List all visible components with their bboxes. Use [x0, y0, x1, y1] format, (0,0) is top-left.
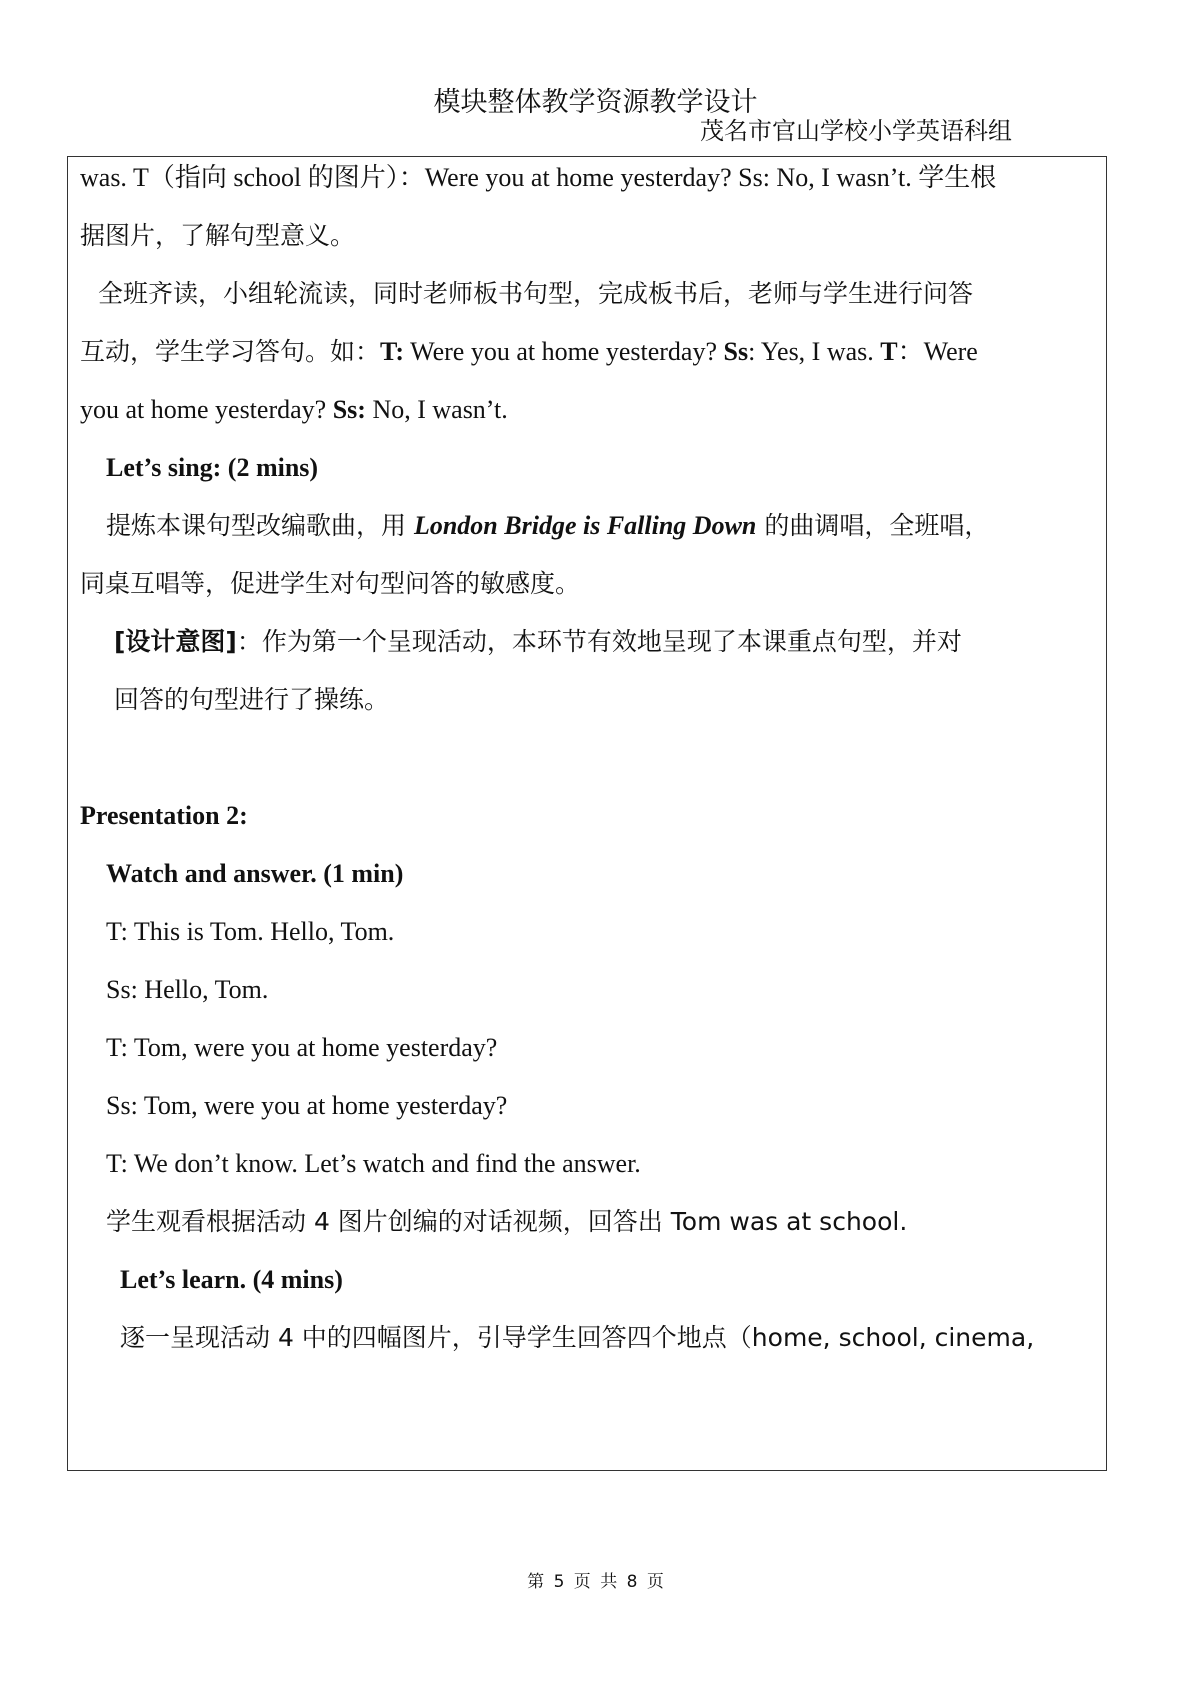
line-4-text-c: : Yes, I was.: [748, 337, 881, 366]
lesson-content-box: [67, 156, 1107, 1471]
speaker-t: T: [880, 337, 898, 366]
design-intent-label: [设计意图]: [114, 627, 237, 656]
line-1-text: was. T（指向 school 的图片）：Were you at home yesterday? Ss: No, I wasn’t. 学生根: [80, 163, 997, 192]
line-7-text-a: 提炼本课句型改编歌曲，用: [106, 511, 414, 540]
heading-text: Let’s learn. (4 mins): [120, 1265, 343, 1294]
text-line-10: [114, 683, 389, 717]
text-line-18: [106, 1205, 907, 1239]
text-line-20: [120, 1321, 1034, 1355]
song-title: London Bridge is Falling Down: [413, 511, 757, 540]
document-title: 模块整体教学资源教学设计: [433, 87, 758, 118]
heading-text: Let’s sing: (2 mins): [106, 453, 319, 482]
text-line-8: [80, 567, 580, 601]
line-2-text: 据图片，了解句型意义。: [80, 221, 356, 250]
line-10-text: 回答的句型进行了操练。: [114, 685, 390, 714]
text-line-4: [80, 335, 978, 369]
line-18-text: 学生观看根据活动 4 图片创编的对话视频，回答出 Tom was at school.: [106, 1207, 908, 1236]
section-heading-watch-and-answer: [106, 857, 403, 891]
dialogue-line-4: [106, 1089, 507, 1123]
line-5-text-b: No, I wasn’t.: [365, 395, 508, 424]
design-intent-text: ：作为第一个呈现活动，本环节有效地呈现了本课重点句型，并对: [236, 627, 962, 656]
dialogue-text: Ss: Hello, Tom.: [106, 975, 269, 1004]
design-intent-line: [114, 625, 962, 659]
section-heading-lets-learn: [120, 1263, 343, 1297]
dialogue-text: T: Tom, were you at home yesterday?: [106, 1033, 498, 1062]
text-line-2: [80, 219, 355, 253]
speaker-t: T:: [380, 337, 405, 366]
line-4-text-b: Were you at home yesterday?: [404, 337, 724, 366]
section-heading-presentation-2: [80, 799, 248, 833]
dialogue-line-3: [106, 1031, 497, 1065]
heading-text: Presentation 2:: [80, 801, 248, 830]
dialogue-line-1: [106, 915, 394, 949]
text-line-3: [98, 277, 973, 311]
line-4-text-d: ：Were: [897, 337, 978, 366]
line-5-text-a: you at home yesterday?: [80, 395, 333, 424]
line-7-text-b: 的曲调唱，全班唱，: [756, 511, 990, 540]
line-8-text: 同桌互唱等，促进学生对句型问答的敏感度。: [80, 569, 581, 598]
line-20-text: 逐一呈现活动 4 中的四幅图片，引导学生回答四个地点（home, school, cinema,: [120, 1323, 1035, 1352]
text-line-7: [106, 509, 989, 543]
line-3-text: 全班齐读，小组轮流读，同时老师板书句型，完成板书后，老师与学生进行问答: [98, 279, 974, 308]
dialogue-line-2: [106, 973, 268, 1007]
section-heading-lets-sing: [106, 451, 318, 485]
heading-text: Watch and answer. (1 min): [106, 859, 404, 888]
dialogue-text: T: This is Tom. Hello, Tom.: [106, 917, 395, 946]
dialogue-text: T: We don’t know. Let’s watch and find the answer.: [106, 1149, 641, 1178]
line-4-text-a: 互动，学生学习答句。如：: [80, 337, 381, 366]
dialogue-text: Ss: Tom, were you at home yesterday?: [106, 1091, 508, 1120]
speaker-ss: Ss: [723, 337, 749, 366]
school-subtitle: 茂名市官山学校小学英语科组: [700, 117, 1012, 145]
speaker-ss: Ss:: [332, 395, 366, 424]
page-number-footer: 第 5 页 共 8 页: [527, 1572, 664, 1592]
text-line-5: [80, 393, 508, 427]
text-line-1: [80, 161, 996, 195]
dialogue-line-5: [106, 1147, 641, 1181]
